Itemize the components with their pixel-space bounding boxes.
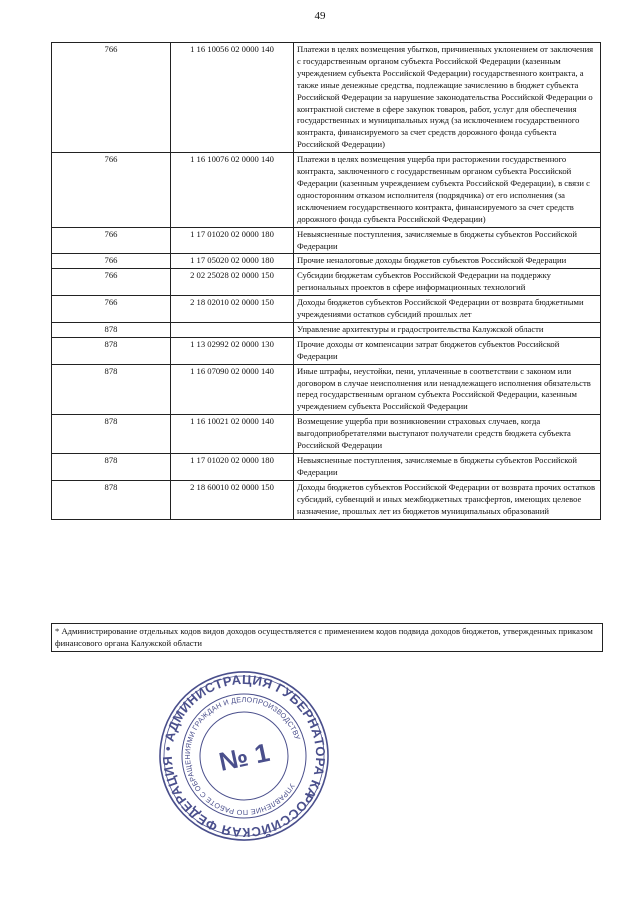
revenue-code-cell: 1 16 10056 02 0000 140: [171, 43, 294, 153]
official-seal: [158, 670, 330, 842]
admin-code-cell: 766: [52, 43, 171, 153]
table-row: [52, 337, 601, 364]
seal-number: № 1: [216, 737, 273, 777]
revenue-name-cell: Невыясненные поступления, зачисляемые в бюджеты субъектов Российской Федерации: [294, 227, 601, 254]
seal-inner-text: УПРАВЛЕНИЕ ПО РАБОТЕ С ОБРАЩЕНИЯМИ ГРАЖДАН И ДЕЛОПРОИЗВОДСТВУ: [182, 694, 303, 818]
revenue-code-cell: 1 17 01020 02 0000 180: [171, 227, 294, 254]
admin-code-cell: 766: [52, 296, 171, 323]
revenue-code-cell: 1 17 05020 02 0000 180: [171, 254, 294, 269]
revenue-name-cell: Доходы бюджетов субъектов Российской Федерации от возврата прочих остатков субсидий, субвенций и иных межбюджетных трансфертов, имеющих целевое назначение, прошлых лет из бюджетов муниципальных образований: [294, 480, 601, 519]
table-row: [52, 296, 601, 323]
revenue-code-cell: 2 18 02010 02 0000 150: [171, 296, 294, 323]
table-row: [52, 415, 601, 454]
footnote: * Администрирование отдельных кодов видов доходов осуществляется с применением кодов подвида доходов бюджетов, утвержденных приказом финансового органа Калужской области: [51, 623, 603, 652]
admin-code-cell: 766: [52, 254, 171, 269]
revenue-name-cell: Прочие неналоговые доходы бюджетов субъектов Российской Федерации: [294, 254, 601, 269]
revenue-codes-table: [51, 42, 601, 520]
table-row: [52, 454, 601, 481]
revenue-code-cell: [171, 322, 294, 337]
admin-code-cell: 878: [52, 454, 171, 481]
table-row: [52, 153, 601, 227]
table-row: [52, 254, 601, 269]
admin-code-cell: 766: [52, 153, 171, 227]
revenue-code-cell: 2 02 25028 02 0000 150: [171, 269, 294, 296]
revenue-code-cell: 1 17 01020 02 0000 180: [171, 454, 294, 481]
table-row: [52, 269, 601, 296]
admin-code-cell: 766: [52, 227, 171, 254]
revenue-code-cell: 2 18 60010 02 0000 150: [171, 480, 294, 519]
revenue-code-cell: 1 16 07090 02 0000 140: [171, 364, 294, 415]
seal-outer-text: РОССИЙСКАЯ ФЕДЕРАЦИЯ • АДМИНИСТРАЦИЯ ГУБЕРНАТОРА КАЛУЖСКОЙ: [159, 671, 329, 841]
revenue-code-cell: 1 13 02992 02 0000 130: [171, 337, 294, 364]
revenue-name-cell: Платежи в целях возмещения убытков, причиненных уклонением от заключения с государственным органом субъекта Российской Федерации (казенным учреждением субъекта Российской Федерации) государственного контракта, а также иные денежные средства, подлежащие зачислению в бюджет субъекта Российской Федерации за нарушение законодательства Российской Федерации о контрактной системе в сфере закупок товаров, работ, услуг для обеспечения государственных и муниципальных нужд (за исключением государственного контракта, финансируемого за счет средств дорожного фонда субъекта Российской Федерации): [294, 43, 601, 153]
revenue-code-cell: 1 16 10021 02 0000 140: [171, 415, 294, 454]
table-row: [52, 43, 601, 153]
admin-code-cell: 878: [52, 364, 171, 415]
revenue-name-cell: Доходы бюджетов субъектов Российской Федерации от возврата бюджетными учреждениями остатков субсидий прошлых лет: [294, 296, 601, 323]
table-row: [52, 480, 601, 519]
admin-code-cell: 878: [52, 337, 171, 364]
table-row: [52, 364, 601, 415]
table-row: [52, 227, 601, 254]
revenue-name-cell: Субсидии бюджетам субъектов Российской Федерации на поддержку региональных проектов в сфере информационных технологий: [294, 269, 601, 296]
revenue-name-cell: Невыясненные поступления, зачисляемые в бюджеты субъектов Российской Федерации: [294, 454, 601, 481]
revenue-name-cell: Возмещение ущерба при возникновении страховых случаев, когда выгодоприобретателями выступают получатели средств бюджета субъекта Российской Федерации: [294, 415, 601, 454]
revenue-name-cell: Платежи в целях возмещения ущерба при расторжении государственного контракта, заключенного с государственным органом субъекта Российской Федерации (казенным учреждением субъекта Российской Федерации), в связи с односторонним отказом исполнителя (подрядчика) от его исполнения (за исключением государственного контракта, финансируемого за счет средств дорожного фонда субъекта Российской Федерации): [294, 153, 601, 227]
admin-code-cell: 878: [52, 480, 171, 519]
admin-code-cell: 878: [52, 322, 171, 337]
admin-code-cell: 878: [52, 415, 171, 454]
admin-code-cell: 766: [52, 269, 171, 296]
page-number: 49: [314, 10, 326, 22]
revenue-name-cell: Иные штрафы, неустойки, пени, уплаченные в соответствии с законом или договором в случае неисполнения или ненадлежащего исполнения обязательств перед государственным органом субъекта Российской Федерации, казенным учреждением субъекта Российской Федерации: [294, 364, 601, 415]
table-row: [52, 322, 601, 337]
revenue-name-cell: Прочие доходы от компенсации затрат бюджетов субъектов Российской Федерации: [294, 337, 601, 364]
revenue-name-cell: Управление архитектуры и градостроительства Калужской области: [294, 322, 601, 337]
revenue-code-cell: 1 16 10076 02 0000 140: [171, 153, 294, 227]
